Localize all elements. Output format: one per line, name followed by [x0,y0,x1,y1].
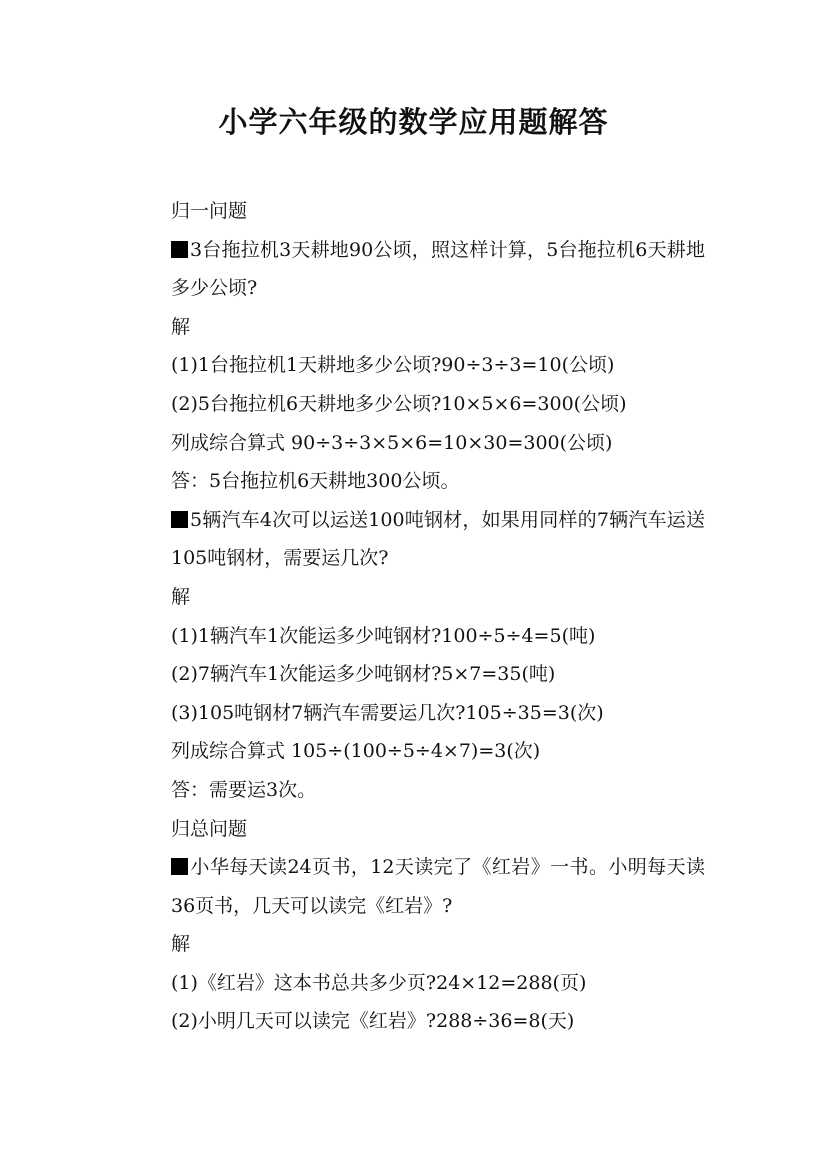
problem-3-text: 小华每天读24页书，12天读完了《红岩》一书。小明每天读36页书，几天可以读完《红岩》? [171,856,705,917]
problem-2-text: 5辆汽车4次可以运送100吨钢材，如果用同样的7辆汽车运送105吨钢材，需要运几次? [171,508,705,570]
problem-2 [125,501,705,578]
combined-formula: 列成综合算式 90÷3÷3×5×6=10×30=300(公顷) [171,431,613,454]
document-body [125,192,705,1041]
square-bullet-icon [171,511,188,528]
solution-label: 解 [171,933,191,956]
solution-step: (1)《红岩》这本书总共多少页?24×12=288(页) [171,971,587,994]
solution-step: (2)7辆汽车1次能运多少吨钢材?5×7=35(吨) [171,663,556,686]
solution-step: (3)105吨钢材7辆汽车需要运几次?105÷35=3(次) [171,701,604,724]
answer: 答：需要运3次。 [171,778,317,801]
section-heading-unit-problem: 归一问题 [171,200,248,222]
problem-3 [125,848,705,925]
combined-formula: 列成综合算式 105÷(100÷5÷4×7)=3(次) [171,740,541,763]
problem-1 [125,231,705,308]
solution-step: (1)1辆汽车1次能运多少吨钢材?100÷5÷4=5(吨) [171,624,596,647]
section-heading-total-problem: 归总问题 [171,817,248,840]
solution-step: (1)1台拖拉机1天耕地多少公顷?90÷3÷3=10(公顷) [171,354,615,377]
page-title: 小学六年级的数学应用题解答 [218,105,609,139]
problem-1-text: 3台拖拉机3天耕地90公顷，照这样计算，5台拖拉机6天耕地多少公顷? [171,238,705,300]
solution-label: 解 [171,585,191,608]
solution-step: (2)小明几天可以读完《红岩》?288÷36=8(天) [171,1010,575,1033]
solution-label: 解 [171,315,191,338]
square-bullet-icon [171,241,188,258]
answer: 答：5台拖拉机6天耕地300公顷。 [171,470,460,493]
square-bullet-icon [171,858,188,875]
solution-step: (2)5台拖拉机6天耕地多少公顷?10×5×6=300(公顷) [171,392,627,415]
